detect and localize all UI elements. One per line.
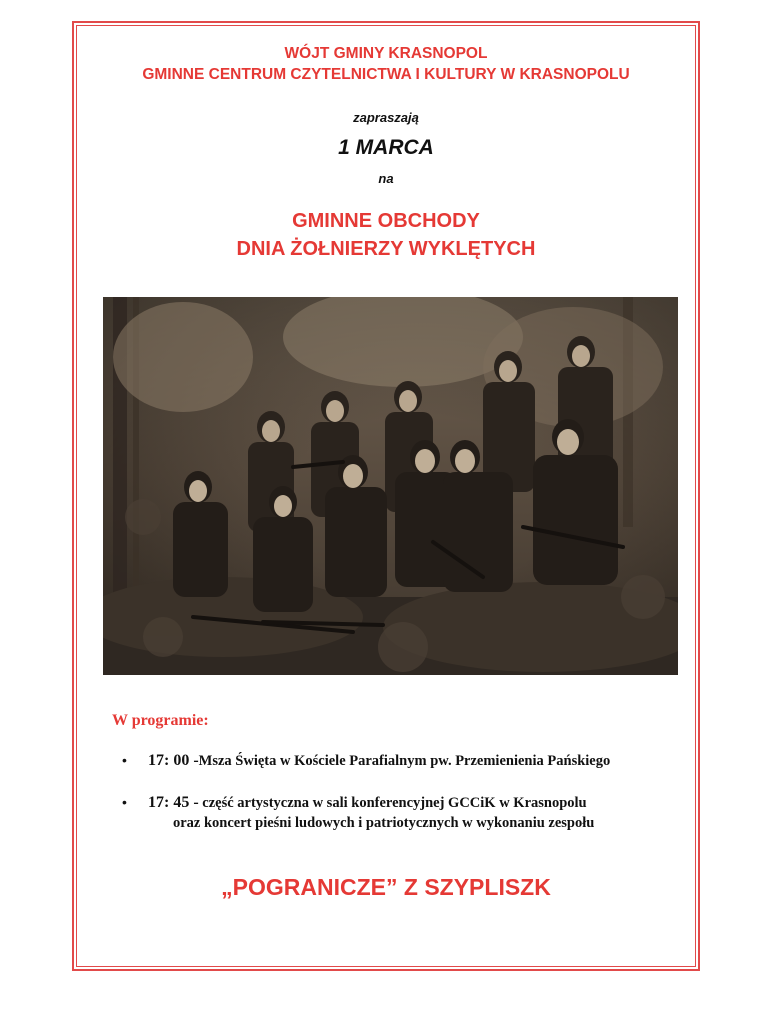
bullet-1: • — [122, 752, 127, 768]
program-item-1-text: Msza Święta w Kościele Parafialnym pw. Przemienienia Pańskiego — [198, 753, 611, 769]
bullet-2: • — [122, 794, 127, 810]
program-heading: W programie: — [112, 712, 209, 729]
invite-text: zapraszają — [353, 110, 419, 125]
program-item-1 — [148, 751, 610, 771]
program-item-2 — [148, 793, 587, 813]
historical-soldiers-photo — [103, 297, 678, 675]
event-date: 1 MARCA — [338, 136, 434, 159]
na-text: na — [378, 171, 394, 186]
program-item-2-text: część artystyczna w sali konferencyjnej GCCiK w Krasnopolu — [198, 795, 587, 811]
photo-illustration — [103, 297, 678, 675]
event-title-line-2: DNIA ŻOŁNIERZY WYKLĘTYCH — [236, 238, 536, 260]
program-item-1-time: 17: 00 - — [148, 752, 199, 769]
organizer-line-1: WÓJT GMINY KRASNOPOL — [284, 45, 488, 62]
band-name: „POGRANICZE” Z SZYPLISZK — [221, 874, 551, 900]
organizer-line-2: GMINNE CENTRUM CZYTELNICTWA I KULTURY W KRASNOPOLU — [142, 66, 630, 83]
program-item-2-continuation: oraz koncert pieśni ludowych i patriotycznych w wykonaniu zespołu — [173, 815, 595, 831]
program-item-2-time: 17: 45 - — [148, 794, 199, 811]
event-title-line-1: GMINNE OBCHODY — [292, 210, 480, 232]
